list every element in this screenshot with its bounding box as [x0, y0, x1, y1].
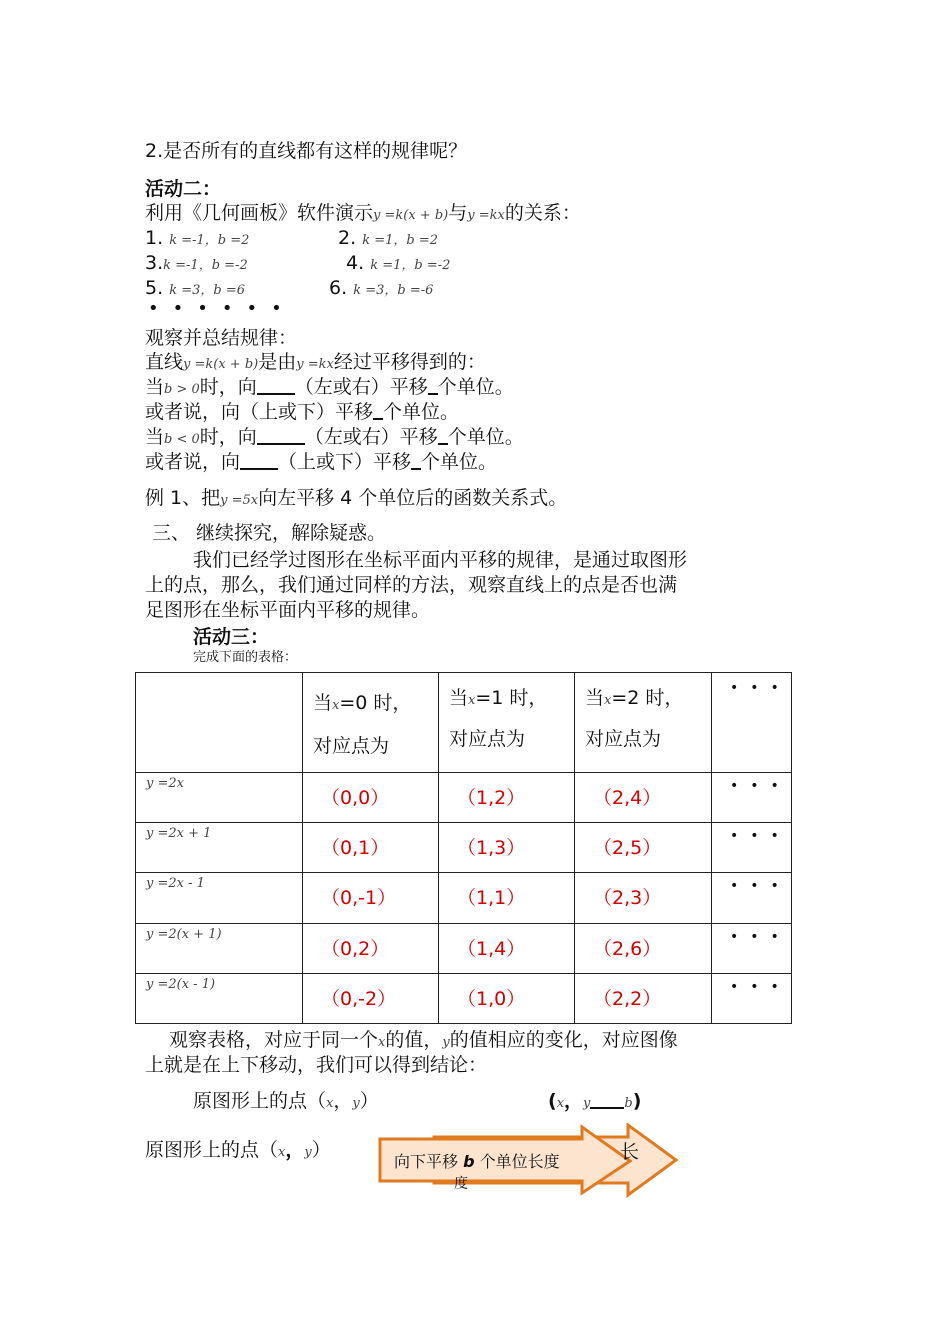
text: 向左平移 4 个单位后的函数关系式。: [258, 487, 568, 509]
blank-units[interactable]: [438, 425, 448, 445]
paragraph-line: 我们已经学过图形在坐标平面内平移的规律，是通过取图形: [193, 549, 688, 571]
point-cell: （2,4）: [575, 773, 712, 823]
blank-direction[interactable]: [257, 425, 305, 445]
example-1: [145, 486, 567, 513]
point-cell: （0,0）: [303, 773, 439, 823]
paragraph-line: 足图形在坐标平面内平移的规律。: [145, 599, 431, 621]
rule-line-3: [145, 400, 459, 424]
rule-line-1: [145, 350, 486, 377]
formula: y =2x: [146, 776, 184, 791]
var-x: x: [604, 693, 612, 708]
condition-b-positive: b > 0: [164, 382, 200, 397]
header-x2: [575, 673, 712, 773]
var-x: x: [468, 693, 476, 708]
rule-line-2: [145, 375, 514, 402]
text: （左或右）平移: [304, 426, 438, 448]
var-y: y: [304, 1145, 312, 1160]
case-3: [145, 251, 248, 278]
text: 是由: [258, 351, 297, 373]
blank-direction[interactable]: [240, 450, 278, 470]
blank-units[interactable]: [428, 375, 438, 395]
point-cell: （1,1）: [439, 873, 575, 924]
table-row: [136, 974, 792, 1024]
var-b: b: [624, 1096, 633, 1111]
var-y: y: [583, 1096, 591, 1111]
text: 当: [145, 376, 165, 398]
text: （左或右）平移: [294, 376, 428, 398]
blank-units[interactable]: [411, 450, 421, 470]
case-values: k =1，b =-2: [370, 258, 451, 273]
coordinate-table: [135, 672, 792, 1024]
rule-line-4: [145, 425, 524, 452]
formula-ykxb: y =k(x + b): [183, 357, 259, 372]
point-cell: （1,3）: [439, 823, 575, 873]
text: ，: [333, 1090, 353, 1112]
row-ellipsis: •••: [712, 873, 792, 924]
text: ，: [564, 1090, 584, 1112]
text: ）: [359, 1090, 379, 1112]
case-number: 6.: [329, 277, 348, 299]
question-2: 2.是否所有的直线都有这样的规律呢？: [145, 140, 468, 162]
case-number: 2.: [338, 227, 357, 249]
section-3-heading: 三、 继续探究，解除疑惑。: [152, 522, 387, 544]
var-b: b: [463, 1152, 475, 1171]
point-cell: （2,3）: [575, 873, 712, 924]
text: 对应点为: [313, 735, 390, 757]
text: 个单位。: [421, 451, 498, 473]
text: 的值，: [385, 1029, 443, 1051]
text: 经过平移得到的：: [333, 351, 486, 373]
activity-3-title: 活动三：: [193, 626, 270, 648]
case-1: [145, 226, 249, 253]
case-number: 3.: [145, 252, 164, 274]
text: 个单位。: [447, 426, 524, 448]
formula-y5x: y =5x: [220, 493, 259, 508]
var-y: y: [352, 1096, 360, 1111]
row-ellipsis: •••: [712, 823, 792, 873]
point-cell: （2,6）: [575, 924, 712, 974]
case-number: 1.: [145, 227, 164, 249]
text: 或者说，向（上或下）平移: [145, 401, 374, 423]
observe-label: 观察并总结规律：: [145, 327, 298, 349]
point-cell: （2,2）: [575, 974, 712, 1024]
case-6: [329, 276, 433, 303]
text: 当: [449, 687, 469, 709]
var-x: x: [278, 1145, 286, 1160]
intro-text: 利用《几何画板》软件演示: [145, 202, 374, 224]
formula-ykx: y =kx: [467, 208, 505, 223]
point-cell: （1,4）: [439, 924, 575, 974]
row-formula: [136, 924, 303, 974]
text: ，: [285, 1139, 305, 1161]
text: ): [632, 1090, 642, 1112]
text: =0 时，: [339, 692, 412, 714]
case-values: k =-1，b =-2: [163, 258, 248, 273]
text: 对应点为: [449, 728, 526, 750]
blank-units[interactable]: [373, 400, 383, 420]
formula: y =2(x - 1): [146, 977, 216, 992]
row-ellipsis: •••: [712, 924, 792, 974]
text: 个单位。: [437, 376, 514, 398]
text: 的值相应的变化，对应图像: [449, 1029, 678, 1051]
text: =1 时，: [475, 687, 548, 709]
text: 个单位。: [383, 401, 460, 423]
case-number: 5.: [145, 277, 164, 299]
table-instruction: 完成下面的表格：: [193, 650, 298, 665]
formula-ykx: y =kx: [296, 357, 334, 372]
var-x: x: [378, 1035, 386, 1050]
var-y: y: [442, 1035, 450, 1050]
text: 向下平移: [394, 1152, 459, 1171]
case-2: [338, 226, 438, 253]
text: 当: [145, 426, 165, 448]
text: 例 1、把: [145, 487, 221, 509]
mapped-point-1: [548, 1089, 641, 1116]
row-ellipsis: •••: [712, 773, 792, 823]
text: 当: [313, 692, 333, 714]
paragraph-line: 上的点，那么，我们通过同样的方法，观察直线上的点是否也满: [145, 574, 678, 596]
original-point-1: [193, 1089, 379, 1116]
case-values: k =3，b =6: [169, 283, 245, 298]
text: =2 时，: [611, 687, 684, 709]
var-x: x: [326, 1096, 334, 1111]
hidden-text-behind: 长: [620, 1141, 640, 1163]
point-cell: （1,2）: [439, 773, 575, 823]
ellipsis-dots: ••••••: [148, 298, 296, 319]
conclusion-line-2: 上就是在上下移动，我们可以得到结论：: [145, 1054, 488, 1076]
table-row: [136, 773, 792, 823]
text: 直线: [145, 351, 184, 373]
blank-direction[interactable]: [257, 375, 295, 395]
text: 原图形上的点（: [145, 1139, 279, 1161]
text: 时，向: [199, 376, 257, 398]
var-x: x: [556, 1096, 565, 1111]
text: （上或下）平移: [278, 451, 412, 473]
arrow-label: [394, 1149, 560, 1172]
table-row: [136, 924, 792, 974]
case-number: 4.: [346, 252, 365, 274]
formula: y =2x + 1: [146, 826, 212, 841]
condition-b-negative: b < 0: [164, 432, 200, 447]
text: 当: [585, 687, 605, 709]
text: 原图形上的点（: [193, 1090, 327, 1112]
translation-arrows: [378, 1123, 688, 1207]
text: 对应点为: [585, 728, 662, 750]
text: 个单位长度: [474, 1152, 560, 1171]
original-point-2: [145, 1138, 331, 1165]
point-cell: （0,1）: [303, 823, 439, 873]
point-cell: （1,0）: [439, 974, 575, 1024]
header-x1: [439, 673, 575, 773]
row-formula: [136, 974, 303, 1024]
case-values: k =-1，b =2: [169, 233, 250, 248]
header-x0: [303, 673, 439, 773]
formula: y =2x - 1: [146, 876, 205, 891]
text: 观察表格，对应于同一个: [169, 1029, 379, 1051]
intro-post: 的关系：: [504, 202, 581, 224]
case-values: k =1，b =2: [362, 233, 438, 248]
case-values: k =3，b =-6: [353, 283, 434, 298]
text: (: [548, 1090, 557, 1112]
table-row: [136, 873, 792, 924]
table-row: [136, 823, 792, 873]
activity-2-intro: [145, 201, 581, 228]
case-4: [346, 251, 450, 278]
row-formula: [136, 773, 303, 823]
activity-2-title: 活动二：: [145, 178, 222, 200]
text: 或者说，向: [145, 451, 241, 473]
blank-operator[interactable]: [590, 1089, 624, 1109]
var-x: x: [332, 698, 340, 713]
conclusion-line-1: [169, 1028, 678, 1055]
text: 时，向: [199, 426, 257, 448]
point-cell: （0,-2）: [303, 974, 439, 1024]
point-cell: （0,2）: [303, 924, 439, 974]
hidden-text-behind: 度: [454, 1176, 468, 1192]
row-ellipsis: •••: [712, 974, 792, 1024]
table-corner: [136, 673, 303, 773]
row-formula: [136, 873, 303, 924]
rule-line-5: [145, 450, 497, 474]
header-ellipsis: •••: [712, 673, 792, 773]
text: ）: [311, 1139, 331, 1161]
point-cell: （0,-1）: [303, 873, 439, 924]
formula: y =2(x + 1): [146, 927, 222, 942]
intro-mid: 与: [448, 202, 468, 224]
formula-ykxb: y =k(x + b): [373, 208, 449, 223]
point-cell: （2,5）: [575, 823, 712, 873]
row-formula: [136, 823, 303, 873]
